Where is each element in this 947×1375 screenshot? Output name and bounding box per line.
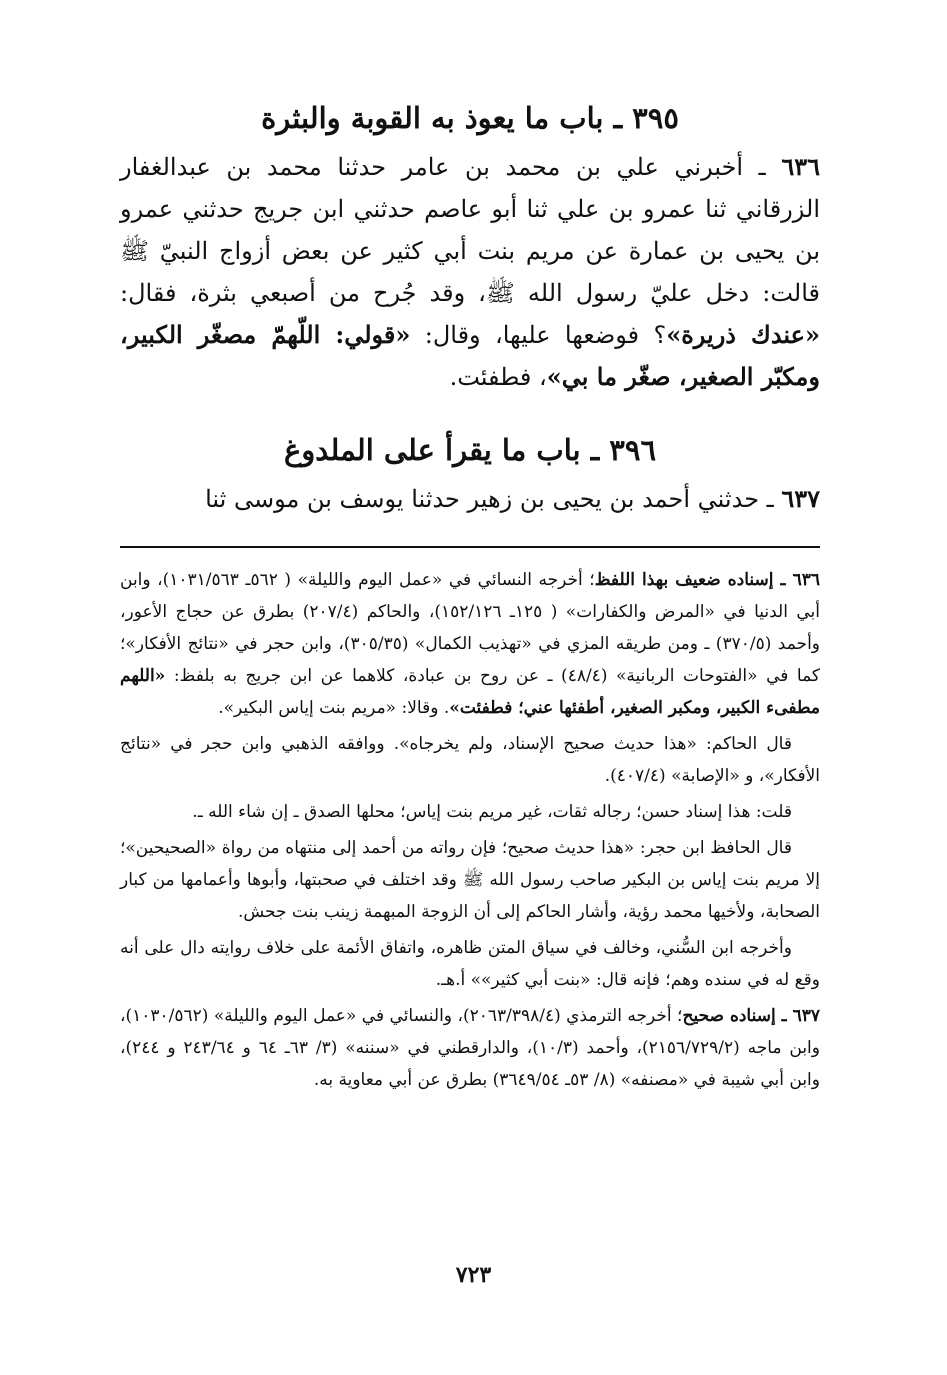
footnote-number: ٦٣٦ bbox=[792, 570, 820, 590]
hadith-number: ٦٣٦ bbox=[781, 152, 820, 181]
footnotes bbox=[120, 564, 820, 1096]
footnote-ibn-hajar: قال الحافظ ابن حجر: «هذا حديث صحيح؛ فإن رواته من أحمد إلى منتهاه من رواة «الصحيحين»؛ إلا مريم بنت إياس بن البكير صاحب رسول الله ﷺ وقد اختلف في صحبتها، وأبوها وأعمامها من كبار الصحابة، ولأخيها محمد رؤية، وأشار الحاكم إلى أن الزوجة المبهمة زينب بنت جحش. bbox=[120, 838, 820, 922]
footnote-text: ؛ أخرجه الترمذي (٢٠٦٣/٣٩٨/٤)، والنسائي في «عمل اليوم والليلة» (١٠٣٠/٥٦٢)، وابن ماجه (٢١٥٦/٧٢٩/٢)، وأحمد (١٠/٣)، والدارقطني في «سننه» (٣/ ٦٣ـ ٦٤ و ٢٤٣/٦٤ و ٢٤٤)، وابن أبي شيبة في «مصنفه» (٨/ ٥٣ـ ٣٦٤٩/٥٤) بطرق عن أبي معاوية به. bbox=[120, 1006, 820, 1090]
chapter-heading-396: ٣٩٦ ـ باب ما يقرأ على الملدوغ bbox=[283, 433, 657, 467]
hadith-text: ـ حدثني أحمد بن يحيى بن زهير حدثنا يوسف بن موسى ثنا bbox=[205, 485, 782, 513]
hadith-quote: «قولي: اللّهمّ مصغّر الكبير، ومكبّر الصغير، صغّر ما بي» bbox=[120, 320, 820, 391]
footnote-number: ٦٣٧ bbox=[792, 1006, 820, 1026]
hadith-quote: «عندك ذريرة» bbox=[666, 320, 820, 349]
footnote-text: ؛ أخرجه النسائي في «عمل اليوم والليلة» ( ٥٦٢ـ ١٠٣١/٥٦٣)، وابن أبي الدنيا في «المرض والكفارات» ( ١٢٥ـ ١٥٢/١٢٦)، والحاكم (٢٠٧/٤) بطرق عن حجاج الأعور، وأحمد (٣٧٠/٥) ـ ومن طريقه المزي في «تهذيب الكمال» (٣٠٥/٣٥)، وابن حجر في «نتائج الأفكار»؛ كما في «الفتوحات الربانية» (٤٨/٤) ـ عن روح بن عبادة، كلاهما عن ابن جريج به بلفظ: bbox=[120, 570, 821, 686]
hadith-number: ٦٣٧ bbox=[781, 484, 820, 513]
footnote-text: . وقالا: «مريم بنت إياس البكير». bbox=[218, 698, 450, 718]
footnote-comment: قلت: هذا إسناد حسن؛ رجاله ثقات، غير مريم بنت إياس؛ محلها الصدق ـ إن شاء الله ـ. bbox=[192, 802, 792, 822]
hadith-text: ـ أخبرني علي بن محمد بن عامر حدثنا محمد بن عبدالغفار الزرقاني ثنا عمرو بن علي ثنا أبو عاصم حدثني ابن جريج حدثني عمرو بن يحيى بن عمارة عن مريم بنت أبي كثير عن بعض أزواج النبيّ ﷺ قالت: دخل عليّ رسول الله ﷺ، وقد جُرح من أصبعي بثرة، فقال: bbox=[120, 153, 820, 307]
footnote-grade: ـ إسناده ضعيف بهذا اللفظ bbox=[594, 570, 793, 590]
hadith-text: ؟ فوضعها عليها، وقال: bbox=[410, 321, 667, 349]
chapter-heading-395: ٣٩٥ ـ باب ما يعوذ به القوبة والبثرة bbox=[261, 101, 679, 135]
footnote-ibn-sunni: وأخرجه ابن السُّني، وخالف في سياق المتن ظاهره، واتفاق الأئمة على خلاف روايته دال على أنه وقع له في سنده وهم؛ فإنه قال: «بنت أبي كثير»» أ.هـ. bbox=[120, 938, 820, 990]
hadith-637 bbox=[120, 478, 820, 520]
footnote-grade: ـ إسناده صحيح bbox=[682, 1006, 793, 1026]
hadith-636 bbox=[120, 146, 820, 398]
page-body bbox=[120, 96, 820, 1100]
footnote-divider bbox=[120, 546, 820, 548]
footnote-637 bbox=[120, 1000, 820, 1096]
footnote-636 bbox=[120, 564, 820, 724]
hadith-text: ، فطفئت. bbox=[449, 363, 547, 391]
footnote-hakim: قال الحاكم: «هذا حديث صحيح الإسناد، ولم يخرجاه». ووافقه الذهبي وابن حجر في «نتائج الأفكار»، و «الإصابة» (٤٠٧/٤). bbox=[120, 734, 820, 786]
footnote-quote: «اللهم مطفىء الكبير، ومكبر الصغير، أطفئها عني؛ فطفئت» bbox=[120, 666, 820, 718]
page-number: ٧٢٣ bbox=[455, 1262, 492, 1288]
